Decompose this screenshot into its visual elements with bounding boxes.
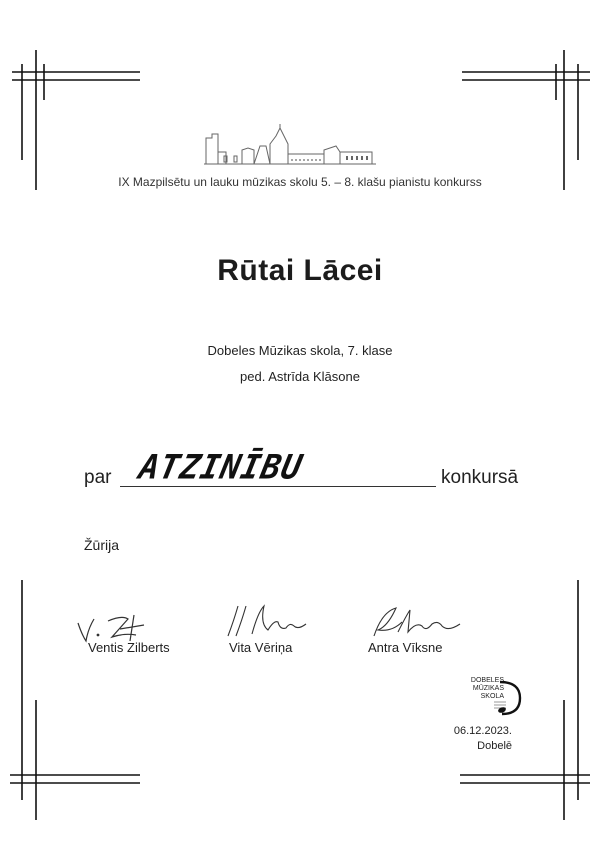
recipient-name: Rūtai Lācei: [217, 254, 383, 287]
signature-judge-2: [224, 600, 314, 640]
school-emblem-icon: [494, 678, 524, 718]
school-logo-line: DOBELES: [470, 677, 504, 684]
place-text: Dobelē: [477, 740, 512, 752]
judge-name: Vita Vēriņa: [229, 640, 293, 655]
signature-judge-1: [74, 605, 164, 643]
signature-judge-3: [368, 602, 468, 642]
contest-title: IX Mazpilsētu un lauku mūzikas skolu 5. – 8. klašu pianistu konkurss: [118, 175, 482, 189]
jury-label: Žūrija: [84, 537, 120, 553]
school-line: Dobeles Mūzikas skola, 7. klase: [207, 343, 393, 358]
school-logo-line: SKOLA: [480, 693, 504, 700]
award-handwritten: ATZINĪBU: [135, 447, 307, 487]
date-text: 06.12.2023.: [453, 725, 512, 737]
judge-name: Ventis Zilberts: [88, 640, 170, 655]
teacher-line: ped. Astrīda Klāsone: [240, 369, 360, 384]
judge-name: Antra Vīksne: [368, 640, 443, 655]
par-label: par: [84, 467, 112, 488]
castle-ruins-icon: [204, 124, 376, 170]
konkursa-label: konkursā: [441, 467, 519, 488]
school-logo-line: MŪZIKAS: [472, 685, 504, 692]
